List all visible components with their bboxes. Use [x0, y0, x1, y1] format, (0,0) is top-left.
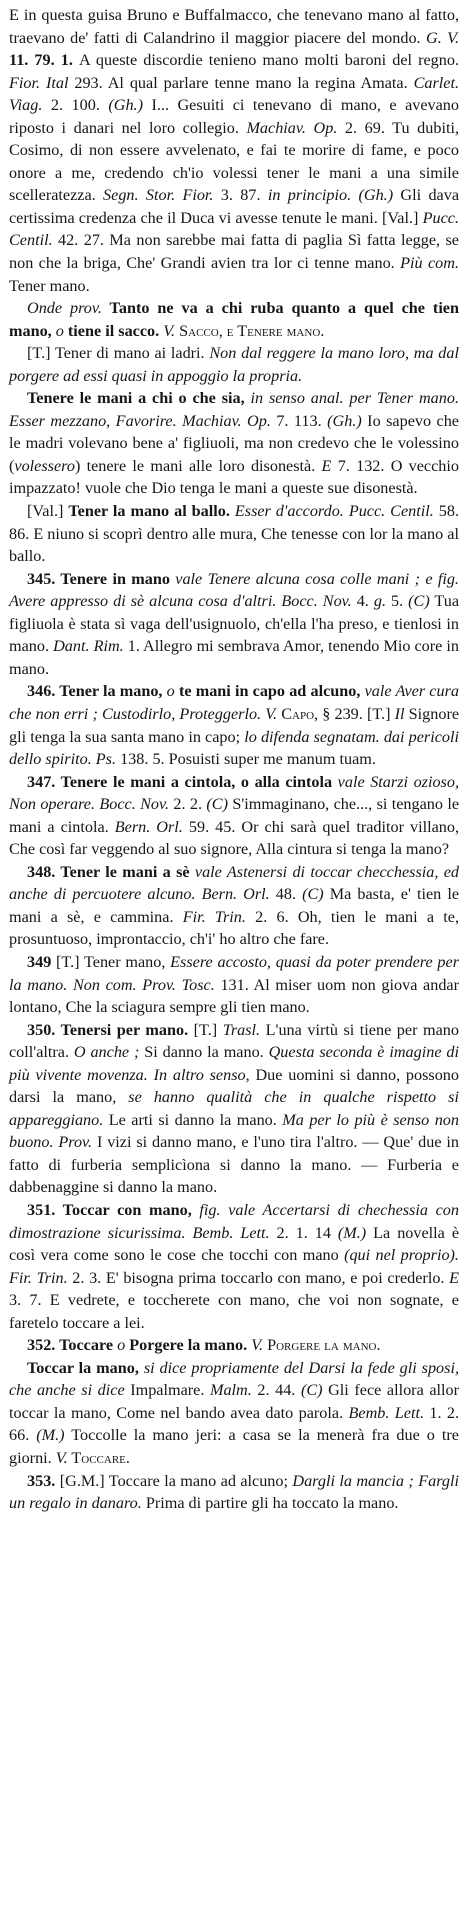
entry-number: 353. — [27, 1471, 56, 1490]
entry-italic-text: V. — [55, 1449, 68, 1467]
entry-italic-text: (C) — [408, 592, 430, 611]
entry-text: 138. 5. Posuisti super me manum tuam. — [116, 750, 376, 769]
dictionary-entry — [9, 4, 459, 297]
entry-number: 345. — [27, 569, 56, 588]
entry-crossref: Toccare. — [67, 1449, 130, 1467]
entry-text: 3. 87. — [213, 186, 268, 205]
entry-text: Si danno la mano. — [139, 1043, 269, 1062]
entry-italic-text: (C) — [302, 885, 324, 904]
dictionary-entry — [9, 342, 459, 387]
entry-italic-text: vale Starzi ozioso, Non operare. Bocc. Nov. — [9, 772, 459, 814]
entry-text: I vizi si danno mano, e l'uno tira l'altro. — Que' due in fatto di furberia semplicìona si danno la mano. — Furberia e dabbenaggine si danno la mano. — [9, 1133, 459, 1197]
entry-text: A queste discordie tenieno mano molti baroni del regno. — [78, 51, 459, 70]
entry-text: [T.] — [193, 1020, 223, 1039]
entry-crossref: Porgere la mano. — [263, 1336, 381, 1355]
entry-italic-text: (C) — [300, 1381, 323, 1400]
entry-italic-text: Bemb. Lett. — [348, 1403, 424, 1422]
entry-text: 1. Allegro mi sembrava Amor, tenendo Mio core in mano. — [9, 637, 459, 678]
entry-text: Io sapevo che le madri volevano bene a' figliuoli, ma non credevo che le volessino ( — [9, 411, 459, 475]
entry-italic-text: vale Aver cura che non erri ; Custodirlo, Proteggerlo. V. — [9, 682, 459, 723]
entry-text: 48. — [269, 885, 303, 904]
entry-italic-text: lo difenda segnatam. dai pericoli dello spirito. Ps. — [9, 727, 459, 769]
entry-italic-text: (Gh.) — [327, 411, 362, 430]
entry-crossref: Sacco, e Tenere mano. — [175, 321, 325, 340]
dictionary-entry — [9, 680, 459, 770]
entry-italic-text: Più com. — [400, 254, 459, 273]
entry-italic-text: Dant. Rim. — [53, 637, 124, 656]
entry-italic-text: Machiav. Op. — [246, 118, 338, 137]
entry-italic-text: (M.) — [337, 1223, 367, 1242]
entry-headword: Tener la mano, — [55, 682, 167, 701]
entry-italic-text: E — [449, 1268, 459, 1287]
entry-text: [Val.] — [27, 502, 69, 521]
entry-text: 2. 1. 14 — [269, 1223, 338, 1242]
entry-italic-text: Malm. — [209, 1381, 252, 1400]
entry-number: 347. — [27, 772, 56, 791]
dictionary-entry — [9, 1357, 459, 1470]
entry-text: S'immaginano, che..., si tengano le mani a cintola. — [9, 795, 460, 836]
entry-number: 348. — [27, 862, 56, 881]
entry-italic-text: Ma per lo più è senso non buono. Prov. — [9, 1110, 459, 1152]
entry-italic-text: (qui nel proprio). Fir. Trin. — [9, 1246, 459, 1287]
entry-headword: Tenere in mano — [55, 569, 176, 588]
entry-italic-text: si dice propriamente del Darsi la fede gli sposi, che anche si dice — [9, 1358, 459, 1400]
entry-italic-text: Questa seconda è imagine di più vivente movenza. In altro senso, — [9, 1043, 459, 1084]
entry-text: Le arti si danno la mano. — [103, 1110, 283, 1129]
entry-italic-text: Onde prov. — [27, 299, 102, 318]
entry-italic-text: V. — [251, 1336, 264, 1355]
entry-italic-text: Pucc. Centil. — [9, 208, 459, 250]
entry-text: Toccolle la mano jeri: a casa se la menerà fra due o tre giorni. — [9, 1426, 459, 1467]
entry-text: Signore gli tenga la sua santa mano in capo; — [9, 704, 460, 746]
entry-list — [9, 4, 459, 1515]
entry-text: Gli dava certissima credenza che il Duca vi avesse tenute le mani. [Val.] — [9, 186, 460, 227]
entry-text: 2. 3. E' bisogna prima toccarlo con mano, e poi crederlo. — [67, 1268, 450, 1287]
entry-text: I... Gesuiti ci tenevano di mano, e avevano riposto i danari nel loro collegio. — [9, 96, 459, 137]
dictionary-entry — [9, 500, 459, 568]
dictionary-entry — [9, 771, 459, 861]
entry-number: 349 — [27, 952, 52, 971]
entry-headword: Tener le mani a sè — [55, 862, 195, 881]
entry-number: 352. — [27, 1336, 56, 1355]
entry-italic-text: Carlet. Viag. — [9, 73, 459, 115]
entry-text: 131. Al miser uom non giova andar lontano, Che la sciagura sempre gli tien mano. — [9, 975, 459, 1017]
entry-italic-text: (Gh.) — [108, 96, 143, 115]
entry-italic-text: o — [117, 1336, 126, 1355]
entry-italic-text: Il — [394, 704, 405, 723]
entry-text: 1. 2. 66. — [9, 1403, 460, 1445]
entry-headword: Tenere le mani a chi o che sia, — [27, 389, 251, 408]
entry-italic-text: o — [55, 321, 64, 340]
entry-italic-text: Essere accosto, quasi da poter prendere per la mano. Non com. Prov. Tosc. — [9, 952, 459, 994]
entry-crossref: Capo, — [277, 704, 323, 723]
entry-headword: 11. 79. 1. — [9, 51, 79, 70]
dictionary-entry — [9, 1019, 459, 1199]
entry-headword: Tenersi per mano. — [55, 1020, 194, 1039]
entry-headword: Tanto ne va a chi ruba quanto a quel che tien mano, — [9, 299, 459, 340]
dictionary-entry — [9, 861, 459, 951]
entry-text: Tener mano. — [9, 276, 90, 295]
entry-italic-text: V. — [163, 321, 176, 340]
entry-italic-text: vale Tenere alcuna cosa colle mani ; e fig. Avere appresso di sè alcuna cosa d'altri. Bocc. Nov. — [9, 569, 459, 611]
entry-italic-text: (M.) — [36, 1426, 65, 1445]
entry-headword: Tenere le mani a cintola, o alla cintola — [55, 772, 338, 791]
entry-headword: Porgere la mano. — [125, 1336, 252, 1355]
entry-italic-text: in principio. (Gh.) — [267, 186, 394, 205]
entry-italic-text: fig. vale Accertarsi di chechessia con dimostrazione sicurissima. Bemb. Lett. — [9, 1200, 459, 1242]
entry-italic-text: G. V. — [426, 28, 459, 47]
entry-italic-text: Dargli la mancia ; Fargli un regalo in danaro. — [9, 1471, 459, 1513]
entry-text: 59. 45. Or chi sarà quel traditor villano, Che così far veggendo al suo signore, Alla cintura si tenga la mano? — [9, 817, 460, 859]
entry-text: Gli fece allora allor toccar la mano, Come nel bando avea dato parola. — [9, 1381, 460, 1422]
entry-italic-text: E — [321, 456, 332, 475]
entry-italic-text: O anche ; — [73, 1043, 140, 1062]
entry-text: [T.] Tener di mano ai ladri. — [27, 344, 210, 363]
entry-text: L'una virtù si tiene per mano coll'altra. — [9, 1020, 459, 1062]
entry-italic-text: volessero — [14, 456, 75, 475]
entry-italic-text: vale Astenersi di toccar checchessia, ed anche di percuotere alcuno. Bern. Orl. — [9, 862, 459, 904]
entry-italic-text: se hanno qualità che in qualche rispetto si appareggiano. — [9, 1088, 459, 1129]
entry-text: E in questa guisa Bruno e Buffalmacco, che tenevano mano al fatto, traevano de' fatti di Calandrino il maggior piacere del mondo. — [9, 6, 459, 47]
entry-italic-text: Fior. Ital — [9, 73, 69, 92]
dictionary-entry — [9, 1334, 459, 1357]
entry-italic-text: g. — [373, 592, 386, 611]
entry-number: 351. — [27, 1200, 56, 1219]
entry-italic-text: Fir. Trin. — [182, 907, 246, 926]
entry-text: 2. 100. — [42, 96, 109, 115]
dictionary-entry — [9, 387, 459, 500]
entry-text: Impalmare. — [124, 1381, 210, 1400]
entry-text: 2. 2. — [169, 795, 207, 814]
entry-headword: Tener la mano al ballo. — [68, 502, 235, 521]
entry-text: 2. 6. Oh, tien le mani a te, prosuntuoso, improntaccio, ch'i' ho altro che fare. — [9, 907, 459, 949]
dictionary-entry — [9, 568, 459, 681]
entry-text: 293. Al qual parlare tenne mano la regina Amata. — [68, 73, 414, 92]
entry-text: 58. 86. E niuno si scoprì dentro alle mura, Che tenesse con lor la mano al ballo. — [9, 502, 460, 566]
entry-headword: Toccar la mano, — [27, 1358, 144, 1377]
entry-text: 7. 113. — [270, 411, 328, 430]
entry-text: [T.] Tener mano, — [51, 952, 171, 971]
entry-italic-text: Esser d'accordo. Pucc. Centil. — [234, 502, 434, 521]
entry-text: Due uomini si danno, possono darsi la mano, — [9, 1065, 459, 1107]
entry-italic-text: Non dal reggere la mano loro, ma dal porgere ad essi quasi in appoggio la propria. — [9, 344, 459, 385]
entry-text: ) tenere le mani alle loro disonestà. — [74, 456, 322, 475]
entry-text: [G.M.] Toccare la mano ad alcuno; — [55, 1471, 293, 1490]
entry-headword: Toccar con mano, — [55, 1200, 200, 1219]
entry-text: 3. 7. E vedrete, e toccherete con mano, che voi non sognate, e faretelo toccare a lei. — [9, 1291, 459, 1332]
entry-text: La novella è così vera come sono le cose che tocchi con mano — [9, 1223, 459, 1265]
dictionary-entry — [9, 951, 459, 1019]
entry-text: § 239. [T.] — [322, 704, 395, 723]
dictionary-entry — [9, 297, 459, 342]
entry-number: 350. — [27, 1020, 56, 1039]
entry-text: 5. — [385, 592, 409, 611]
entry-text: Prima di partire gli ha toccato la mano. — [141, 1494, 399, 1513]
entry-italic-text: Bern. Orl. — [114, 817, 183, 836]
entry-italic-text: (C) — [206, 795, 228, 814]
entry-text: Tua figliuola è stata sì vaga dell'usignuolo, ch'ella l'ha preso, e tienlosi in mano. — [9, 592, 460, 656]
entry-italic-text: Trasl. — [222, 1020, 261, 1039]
entry-text: Ma basta, e' tien le mani a sè, e cammina. — [9, 885, 459, 926]
entry-text: 4. — [351, 592, 374, 611]
entry-italic-text: Segn. Stor. Fior. — [103, 186, 214, 205]
entry-number: 346. — [27, 682, 56, 701]
entry-headword: Toccare — [55, 1336, 118, 1355]
entry-italic-text: in senso anal. per Tener mano. Esser mezzano, Favorire. Machiav. Op. — [9, 389, 460, 430]
entry-text: 42. 27. Ma non sarebbe mai fatta di paglia Sì fatta legge, se non che la briga, Che' Grandi avien tra lor ci tenne mano. — [9, 231, 459, 273]
entry-headword: tiene il sacco. — [63, 321, 164, 340]
entry-text: 2. 69. Tu dubiti, Cosimo, di non essere avvelenato, e fai te morire di fame, e poco onore a me, credendo ch'io volessi tener le mani a una simile scelleratezza. — [9, 118, 459, 205]
entry-text: 2. 44. — [251, 1381, 301, 1400]
entry-headword: te mani in capo ad alcuno, — [174, 682, 365, 701]
entry-italic-text: o — [166, 682, 175, 701]
entry-text: 7. 132. O vecchio impazzato! vuole che Dio tenga le mani a queste sue disonestà. — [9, 456, 459, 498]
dictionary-entry — [9, 1199, 459, 1334]
dictionary-entry — [9, 1470, 459, 1515]
